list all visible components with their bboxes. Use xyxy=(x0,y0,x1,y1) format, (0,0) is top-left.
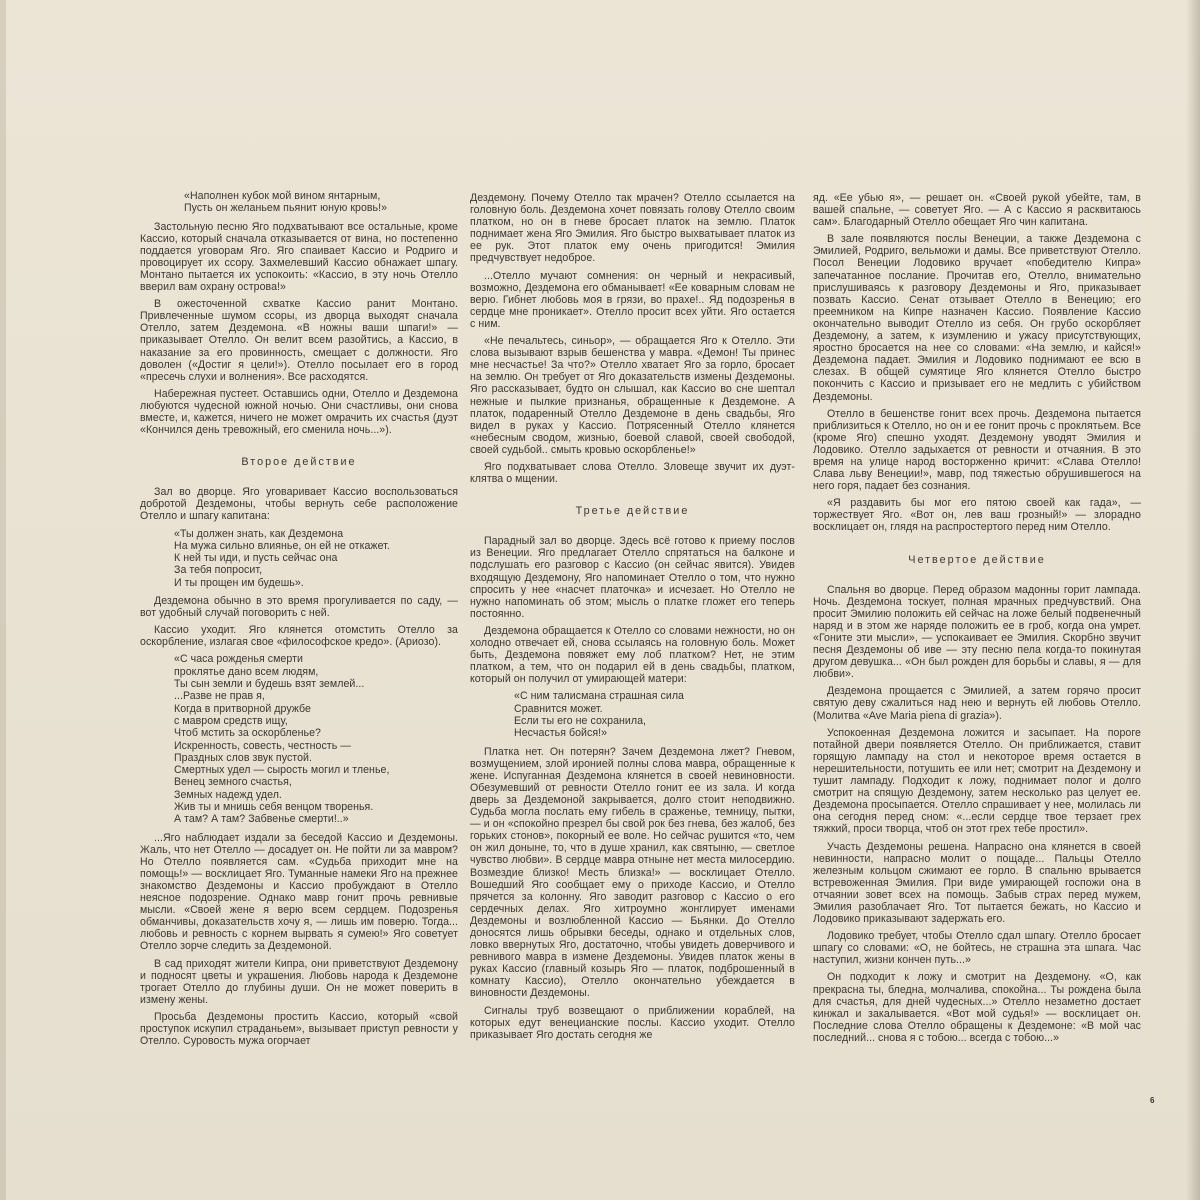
verse-line: За тебя попросит, xyxy=(174,564,263,577)
paragraph: «Не печальтесь, синьор», — обращается Яго к Отелло. Эти слова вызывают взрыв бешенства у мавра. «Демон! Ты принес мне несчастье! За что?» Отелло хватает Яго за горло, бросает на землю. Он требует от Яго доказательств измены Дездемоны. Яго рассказывает, будто он слышал, как Кассио во сне шептал нежные и пылкие признанья, обращенные к Дездемоне. А платок, подаренный Отелло Дездемоне в день свадьбы, Яго видел в руках у Кассио. Потрясенный Отелло клянется «небесным сводом, жизнью, боевой славой, своей свободой, своей судьбой.. смыть кровью оскорбленье!» xyxy=(470,335,795,456)
verse-line: К ней ты иди, и пусть сейчас она xyxy=(174,552,338,565)
verse-line: Сравнится может. xyxy=(514,702,603,715)
paragraph: Застольную песню Яго подхватывают все остальные, кроме Кассио, который сначала отказывается от вина, но постепенно поддается уговорам Яго. Яго спаивает Кассио и Родриго и провоцирует их ссору. Захмелевший Кассио обнажает шпагу. Монтано пытается их успокоить: «Кассио, в эту ночь Отелло вверил вам охрану острова!» xyxy=(140,220,458,294)
verse-line: На мужа сильно влиянье, он ей не откажет. xyxy=(174,539,390,552)
verse-line: Когда в притворной дружбе xyxy=(174,702,311,715)
paragraph: Зал во дворце. Яго уговаривает Кассио воспользоваться добротой Дездемоны, чтобы вернуть себе расположение Отелло и шпагу капитана: xyxy=(140,486,458,523)
page-edge-left xyxy=(0,0,6,1200)
act-heading-3: Третье действие xyxy=(575,505,690,518)
paragraph: Кассио уходит. Яго клянется отомстить Отелло за оскорбление, излагая свое «философское кредо». (Ариозо). xyxy=(140,624,458,649)
paragraph: Сигналы труб возвещают о приближении кораблей, на которых едут венецианские послы. Кассио уходит. Отелло приказывает Яго достать сегодня же xyxy=(470,1004,795,1041)
paragraph: Дездемона прощается с Эмилией, а затем горячо просит святую деву сжалиться над нею и вернуть ей любовь Отелло. (Молитва «Ave Maria piena di grazia»). xyxy=(813,685,1141,722)
verse-talisman xyxy=(514,690,795,739)
verse-line: Ты сын земли и будешь взят землей... xyxy=(174,678,365,691)
paragraph: В сад приходят жители Кипра, они приветствуют Дездемону и подносят цветы и украшения. Любовь народа к Дездемоне трогает Отелло до глубины души. Он не может поверить в измену жены. xyxy=(140,957,458,1006)
verse-line: Смертных удел — сырость могил и тленье, xyxy=(174,764,390,777)
paragraph: «Я раздавить бы мог его пятою своей как гада», — торжествует Яго. «Вот он, лев ваш грозный!» — злорадно восклицает он, глядя на распростертого перед ним Отелло. xyxy=(813,497,1141,534)
verse-line: с мавром средств ищу, xyxy=(174,714,288,727)
verse-line: А там? А там? Забвенье смерти!..» xyxy=(174,813,349,826)
text-column-3 xyxy=(813,192,1141,1049)
verse-line: Пусть он желаньем пьянит юную кровь!» xyxy=(184,202,388,215)
paragraph: Набережная пустеет. Оставшись одни, Отелло и Дездемона любуются чудесной южной ночью. Они счастливы, они снова вместе, и, кажется, ничего не может омрачить их счастья (дуэт «Кончился день тревожный, его сменила ночь...»). xyxy=(140,387,458,437)
verse-line: Чтоб мстить за оскорбленье? xyxy=(174,727,321,740)
paragraph: В ожесточенной схватке Кассио ранит Монтано. Привлеченные шумом ссоры, из дворца выходят сначала Отелло, затем Дездемона. «В ножны ваши шпаги!» — приказывает Отелло. Он велит всем разойтись, а Кассио, в наказание за его провинность, смещает с должности. Яго доволен («Достиг я цели!»). Отелло посылает его в город «пресечь слухи и волнения». Все расходятся. xyxy=(140,298,458,383)
verse-line: И ты прощен им будешь». xyxy=(174,576,304,589)
verse-line: «Ты должен знать, как Дездемона xyxy=(174,527,344,540)
paragraph: ...Отелло мучают сомнения: он черный и некрасивый, возможно, Дездемона его обманывает! «Ее коварным словам не верю. Гибнет любовь моя в грязи, во прахе!.. Яд подозренья в сердце мне проникает». Отелло просит всех уйти. Яго остается с ним. xyxy=(470,269,795,330)
verse-iago-advice xyxy=(174,528,458,589)
verse-line: «С часа рожденья смерти xyxy=(174,653,303,666)
paragraph: Платка нет. Он потерян? Зачем Дездемона лжет? Гневом, возмущением, злой иронией полны слова мавра, обращенные к жене. Испуганная Дездемона клянется в своей невиновности. Обезумевший от ревности Отелло гонит ее из зала. И когда дверь за Дездемоной закрывается, долго стоит неподвижно. Судьба могла послать ему гибель в сраженье, темницу, пытки, — и он «спокойно презрел бы свой рок без гнева, без жалоб, без горьких стонов», покорный ее воле. Но сейчас рушится «то, чем он жил доныне, то, что в душе хранил, как святыню, — светлое чувство любви». В сердце мавра отныне нет места милосердию. Возмездие близко! Месть близка!» — восклицает Отелло. Вошедший Яго сообщает ему о приходе Кассио, и Отелло прячется за колонну. Яго заводит разговор с Кассио о его сердечных делах. Яго хитроумно жонглирует именами Дездемоны и возлюбленной Кассио — Бьянки. До Отелло доносятся лишь обрывки беседы, однако и отдельных слов, ловко ввернутых Яго, достаточно, чтобы увидеть доверчивого и ревнивого мавра в измене Дездемоны. Увидев платок жены в руках Кассио (главный козырь Яго — платок, подброшенный в комнату Кассио), Отелло окончательно убеждается в виновности Дездемоны. xyxy=(470,745,795,1000)
verse-line: Если ты его не сохранила, xyxy=(514,714,647,727)
paragraph: Просьба Дездемоны простить Кассио, который «свой проступок искупил страданьем», вызывает приступ ревности у Отелло. Суровость мужа огорчает xyxy=(140,1010,458,1048)
paragraph: Он подходит к ложу и смотрит на Дездемону. «О, как прекрасна ты, бледна, молчалива, спокойна... Ты рождена была для счастья, для дней чудесных...» Отелло незаметно достает кинжал и закалывается. «Вот мой судья!» — восклицает он. Последние слова Отелло обращены к Дездемоне: «В мой час последний... снова я с тобою... всегда с тобою...» xyxy=(813,971,1141,1044)
paragraph: Участь Дездемоны решена. Напрасно она клянется в своей невинности, напрасно молит о пощаде... Пальцы Отелло железным кольцом сжимают ее горло. В спальню врывается встревоженная Эмилия. При виде умирающей госпожи она в отчаянии зовет всех на помощь. Забыв страх перед мужем, Эмилия разоблачает Яго. Тот пытается бежать, но Кассио и Лодовико приказывают задержать его. xyxy=(813,840,1141,926)
paragraph: Яго подхватывает слова Отелло. Зловеще звучит их дуэт-клятва о мщении. xyxy=(470,460,795,486)
verse-line: Жив ты и мнишь себя венцом творенья. xyxy=(174,800,374,813)
paragraph: Дездемона обычно в это время прогуливается по саду, — вот удобный случай поговорить с ней. xyxy=(140,595,458,620)
verse-drinking-song xyxy=(184,190,458,215)
verse-line: «С ним талисмана страшная сила xyxy=(514,690,685,703)
verse-line: Праздных слов звук пустой. xyxy=(174,751,312,764)
verse-line: Искренность, совесть, честность — xyxy=(174,739,351,752)
page-number: 6 xyxy=(1150,1096,1155,1105)
verse-line: ...Разве не прав я, xyxy=(174,690,265,703)
paragraph: Дездемону. Почему Отелло так мрачен? Отелло ссылается на головную боль. Дездемона хочет повязать голову Отелло своим платком, но он в гневе бросает платок на землю. Платок поднимает жена Яго Эмилия. Яго быстро выхватывает платок из ее рук. Этот платок ему очень пригодится! Эмилия предчувствует недоброе. xyxy=(470,192,795,265)
paragraph: Отелло в бешенстве гонит всех прочь. Дездемона пытается приблизиться к Отелло, но он и ее гонит прочь с проклятьем. Все (кроме Яго) спешно уходят. Дездемону уводят Эмилия и Лодовико. Отелло задыхается от ревности и отчаяния. В это время на улице народ восторженно кричит: «Слава Отелло! Слава льву Венеции!», мавр, под тяжестью обрушившегося на него горя, падает без сознания. xyxy=(813,407,1141,493)
text-column-1 xyxy=(140,190,458,1052)
paragraph: Успокоенная Дездемона ложится и засыпает. На пороге потайной двери появляется Отелло. Он приближается, ставит горящую лампаду на стол и некоторое время остается в нерешительности, потушить ее или нет; смотрит на Дездемону и тушит лампаду. Подходит к ложу, поднимает полог и долго смотрит на спящую Дездемону, затем несколько раз целует ее. Дездемона просыпается. Отелло спрашивает у нее, молилась ли она сегодня перед сном: «...если сердце твое терзает грех тяжкий, проси творца, чтоб он этот грех тебе простил». xyxy=(813,726,1141,836)
verse-line: Несчастья бойся!» xyxy=(514,727,608,740)
paragraph: ...Яго наблюдает издали за беседой Кассио и Дездемоны. Жаль, что нет Отелло — досадует он. Не пойти ли за мавром? Но Отелло появляется сам. «Судьба приходит мне на помощь!» — восклицает Яго. Туманные намеки Яго на прежнее знакомство Дездемоны и Кассио пробуждают в Отелло неясное подозрение. Однако мавр гонит прочь ревнивые мысли. «Своей жене я верю всем сердцем. Подозренья обманчивы, доказательств хочу я, — лишь им поверю. Тогда... любовь и ревность с корнем вырвать я сумею!» Яго советует Отелло зорче следить за Дездемоной. xyxy=(140,831,458,953)
paragraph: В зале появляются послы Венеции, а также Дездемона с Эмилией, Родриго, вельможи и дамы. Все приветствуют Отелло. Посол Венеции Лодовико вручает «победителю Кипра» запечатанное послание. Прочитав его, Отелло, внимательно прислушиваясь к разговору Дездемоны и Яго, приказывает позвать Кассио. Сенат отзывает Отелло в Венецию; его преемником на Кипре назначен Кассио. Появление Кассио окончательно выводит Отелло из себя. Он грубо оскорбляет Дездемону, а затем, к изумлению и ужасу присутствующих, яростно бросается на нее со словами: «На землю, и кайся!» Дездемона падает. Эмилия и Лодовико поднимают ее всю в слезах. В общей сумятице Яго клянется Отелло быстро покончить с Кассио и призывает его не медлить с убийством Дездемоны. xyxy=(813,233,1141,403)
page-edge-right xyxy=(1186,0,1200,1200)
paragraph: Дездемона обращается к Отелло со словами нежности, но он холодно отвечает ей, снова ссылаясь на головную боль. Может быть, Дездемона повяжет ему лоб платком? Нет, не этим платком, а тем, что он подарил ей в день свадьбы, платком, который он получил от умирающей матери: xyxy=(470,624,795,686)
verse-line: «Наполнен кубок мой вином янтарным, xyxy=(184,190,381,202)
text-column-2 xyxy=(470,192,795,1046)
paragraph: яд. «Ее убью я», — решает он. «Своей рукой убейте, там, в вашей спальне, — советует Яго. — А с Кассио я расквитаюсь сам». Благодарный Отелло обещает Яго чин капитана. xyxy=(813,192,1141,229)
act-heading-4: Четвертое действие xyxy=(908,553,1046,566)
verse-line: Венец земного счастья, xyxy=(174,776,292,789)
act-heading-2: Второе действие xyxy=(241,456,357,469)
paragraph: Парадный зал во дворце. Здесь всё готово к приему послов из Венеции. Яго предлагает Отелло спрятаться на балконе и подслушать его разговор с Кассио (он сейчас явится). Увидев входящую Дездемону, Яго напоминает Отелло о том, что нужно спросить у нее «насчет платочка» и исчезает. Но Отелло не нужно напоминать об этом; мысль о платке гложет его теперь постоянно. xyxy=(470,535,795,620)
paragraph: Спальня во дворце. Перед образом мадонны горит лампада. Ночь. Дездемона тоскует, полная мрачных предчувствий. Она просит Эмилию положить ей сейчас на ложе белый подвенечный наряд и в этом же наряде положить ее в гроб, когда она умрет. «Гоните эти мысли», — успокаивает ее Эмилия. Скорбно звучит песня Дездемоны об иве — эту песню пела когда-то покинутая другом девушка... «Он был рожден для борьбы и славы, я — для любви». xyxy=(813,583,1141,681)
verse-line: Земных надежд удел. xyxy=(174,788,282,801)
verse-line: проклятье дано всем людям, xyxy=(174,665,319,678)
verse-iago-credo xyxy=(174,653,458,825)
paragraph: Лодовико требует, чтобы Отелло сдал шпагу. Отелло бросает шпагу со словами: «О, не бойтесь, не страшна эта шпага. Час наступил, жизни кончен путь...» xyxy=(813,930,1141,967)
